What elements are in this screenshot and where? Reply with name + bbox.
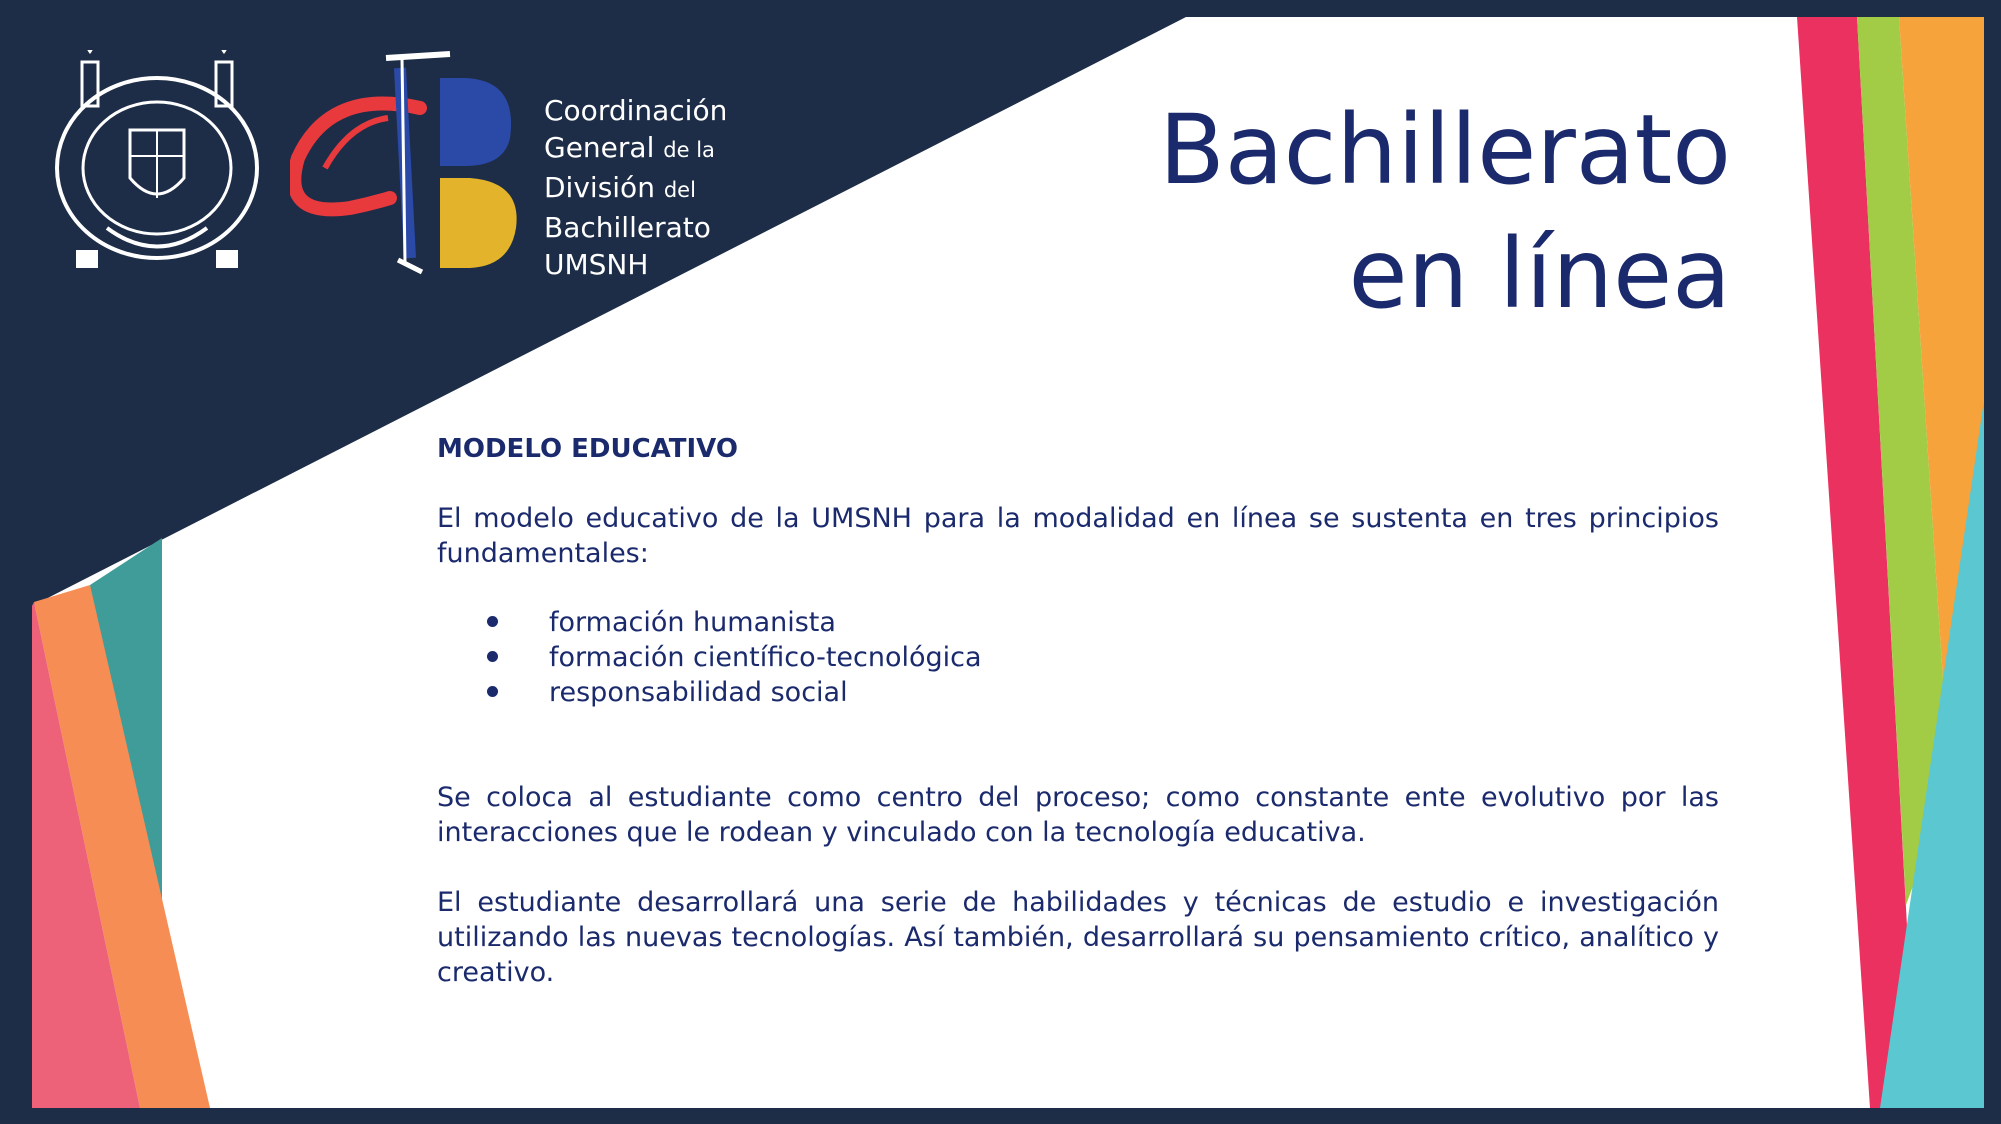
title-line-2: en línea: [1348, 218, 1731, 330]
bullet-icon: [487, 651, 498, 662]
title-line-1: Bachillerato: [1158, 94, 1731, 206]
org-line-4: Bachillerato: [544, 211, 711, 244]
org-line-2-small: de la: [663, 138, 715, 162]
org-name: [544, 92, 727, 283]
org-line-3-small: del: [663, 178, 696, 202]
list-item: [437, 675, 1719, 710]
paragraph-skills: El estudiante desarrollará una serie de habilidades y técnicas de estudio e investigación utilizando las nuevas tecnologías. Así también, desarrollará su pensamiento crítico, analítico y creativo.: [437, 887, 1719, 988]
list-item-text: formación científico-tecnológica: [549, 642, 982, 673]
org-line-5: UMSNH: [544, 248, 649, 281]
cgdb-logo: [290, 48, 530, 283]
list-item: [437, 605, 1719, 640]
org-line-2-main: General: [544, 131, 655, 164]
seal-logo: [52, 50, 262, 272]
bullet-icon: [487, 686, 498, 697]
page-title: [1159, 88, 1731, 336]
spacer: [437, 710, 1719, 780]
org-line-3: [544, 169, 727, 209]
content-body: [437, 432, 1719, 990]
bullet-icon: [487, 616, 498, 627]
principles-list: [437, 605, 1719, 710]
list-item-text: formación humanista: [549, 607, 836, 638]
spacer: [437, 850, 1719, 885]
section-heading: MODELO EDUCATIVO: [437, 434, 738, 464]
intro-paragraph: El modelo educativo de la UMSNH para la modalidad en línea se sustenta en tres principios fundamentales:: [437, 503, 1719, 569]
org-line-2: [544, 129, 727, 169]
list-item: [437, 640, 1719, 675]
org-line-3-main: División: [544, 171, 655, 204]
org-line-1: Coordinación: [544, 94, 728, 127]
paragraph-student-center: Se coloca al estudiante como centro del proceso; como constante ente evolutivo por las interacciones que le rodean y vinculado con la tecnología educativa.: [437, 782, 1719, 848]
list-item-text: responsabilidad social: [549, 677, 848, 708]
